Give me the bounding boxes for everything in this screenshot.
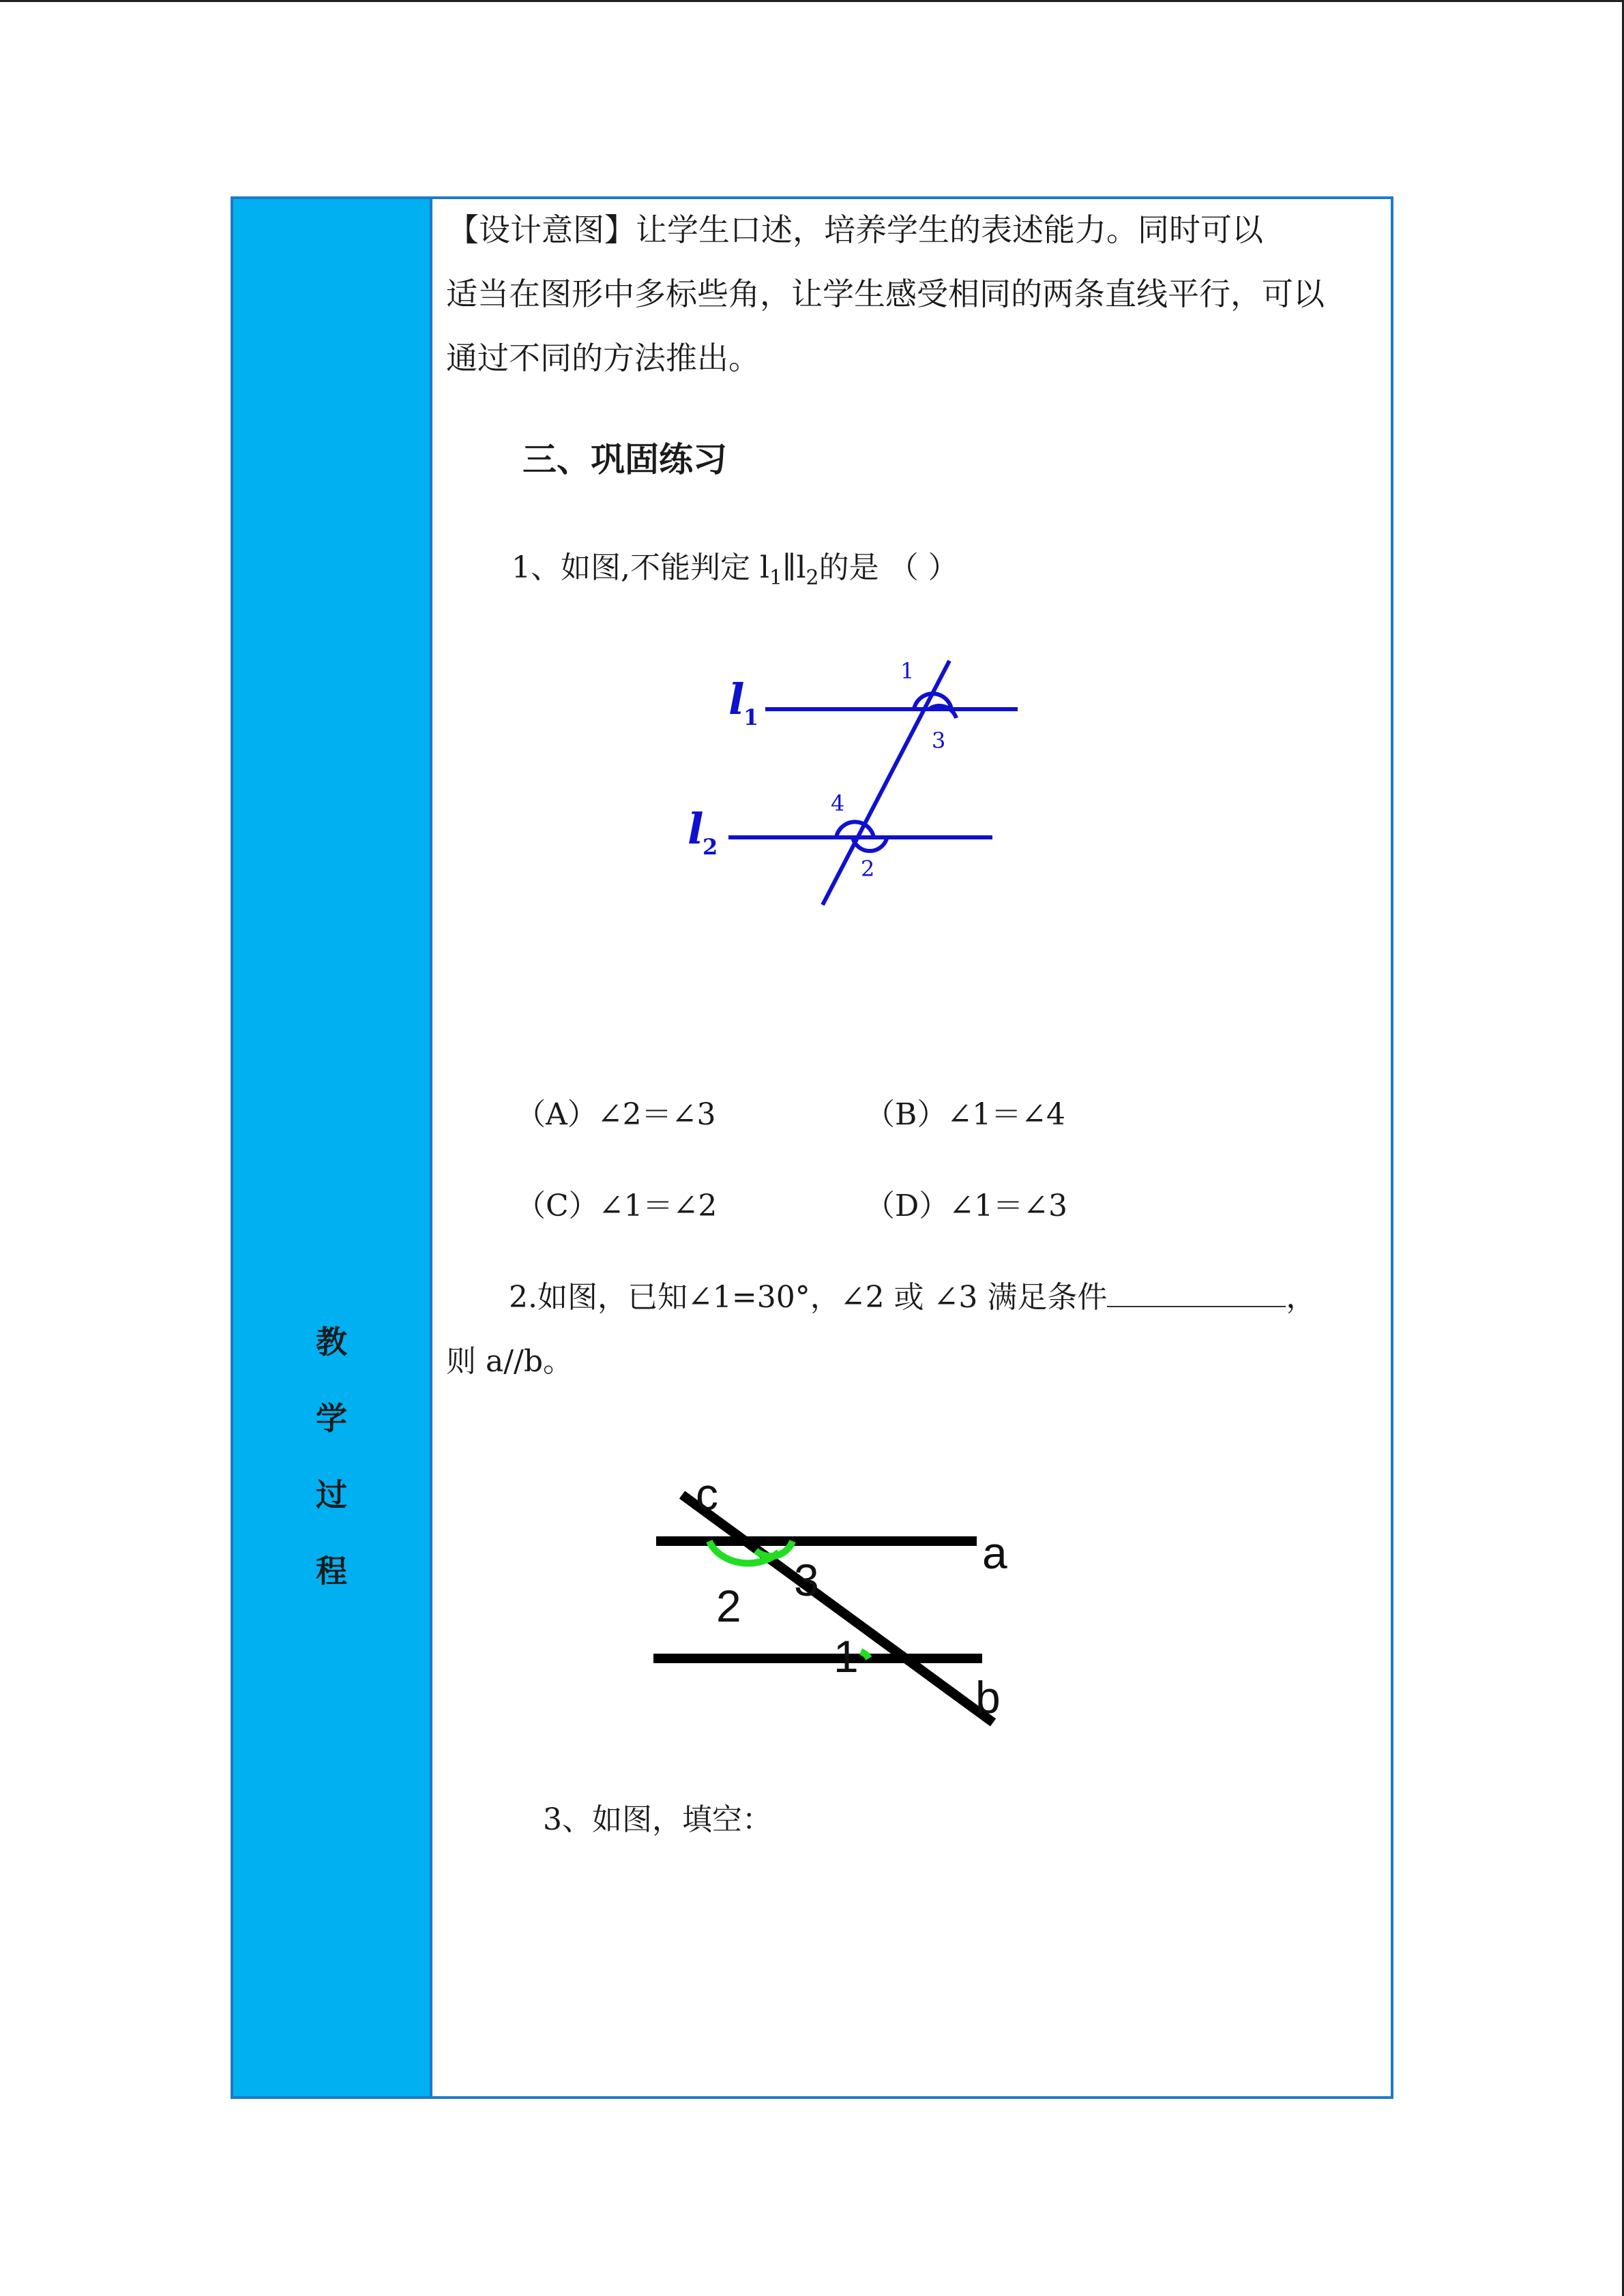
angle-label-3: 3 bbox=[932, 728, 946, 754]
label-l2-sub: 2 bbox=[703, 834, 718, 860]
transversal bbox=[823, 661, 949, 905]
label-a: a bbox=[982, 1527, 1007, 1578]
label-c: c bbox=[696, 1469, 718, 1519]
angle-arc-4 bbox=[836, 822, 874, 837]
side-label-char: 教 bbox=[316, 1324, 347, 1360]
figure-2-parallel-lines bbox=[641, 1466, 1023, 1739]
design-intent-line-3: 通过不同的方法推出。 bbox=[446, 340, 760, 376]
design-intent-line-2: 适当在图形中多标些角，让学生感受相同的两条直线平行，可以 bbox=[446, 275, 1325, 312]
angle-label-2: 2 bbox=[716, 1581, 741, 1631]
option-b: （B）∠1＝∠4 bbox=[865, 1097, 1066, 1132]
option-c: （C）∠1＝∠2 bbox=[516, 1189, 718, 1223]
label-b: b bbox=[975, 1672, 1001, 1723]
question-2-line-1: 2.如图，已知∠1=30°，∠2 或 ∠3 满足条件 ， bbox=[509, 1280, 1316, 1315]
label-l2: l bbox=[688, 804, 704, 854]
label-l1: l bbox=[728, 674, 745, 724]
question-1: 1、如图,不能判定 $l_1\parallel l_2$的是 （ ） bbox=[512, 550, 958, 590]
section-title: 三、巩固练习 bbox=[522, 440, 727, 479]
angle-label-3: 3 bbox=[794, 1555, 819, 1605]
question-2-line-2: 则 a//b。 bbox=[446, 1344, 574, 1379]
figure-1-parallel-lines bbox=[675, 644, 1030, 917]
angle-label-1: 1 bbox=[900, 658, 915, 684]
design-intent-line-1: 【设计意图】让学生口述，培养学生的表述能力。同时可以 bbox=[447, 211, 1263, 248]
angle-label-4: 4 bbox=[831, 790, 845, 816]
option-a: （A）∠2＝∠3 bbox=[516, 1097, 716, 1132]
question-3: 3、如图，填空： bbox=[543, 1802, 772, 1837]
angle-label-2: 2 bbox=[861, 856, 875, 882]
option-d: （D）∠1＝∠3 bbox=[865, 1189, 1067, 1223]
side-label-char: 程 bbox=[316, 1553, 347, 1590]
lesson-table bbox=[231, 196, 1393, 2099]
answer-blank bbox=[1107, 1279, 1286, 1307]
side-label-char: 过 bbox=[316, 1476, 347, 1513]
page-border-top bbox=[0, 0, 1624, 2]
side-label-column bbox=[233, 199, 432, 2096]
angle-label-1: 1 bbox=[833, 1631, 859, 1682]
side-label-char: 学 bbox=[316, 1400, 347, 1437]
design-intent-tag: 【设计意图】 bbox=[447, 211, 636, 248]
label-l1-sub: 1 bbox=[743, 704, 759, 730]
